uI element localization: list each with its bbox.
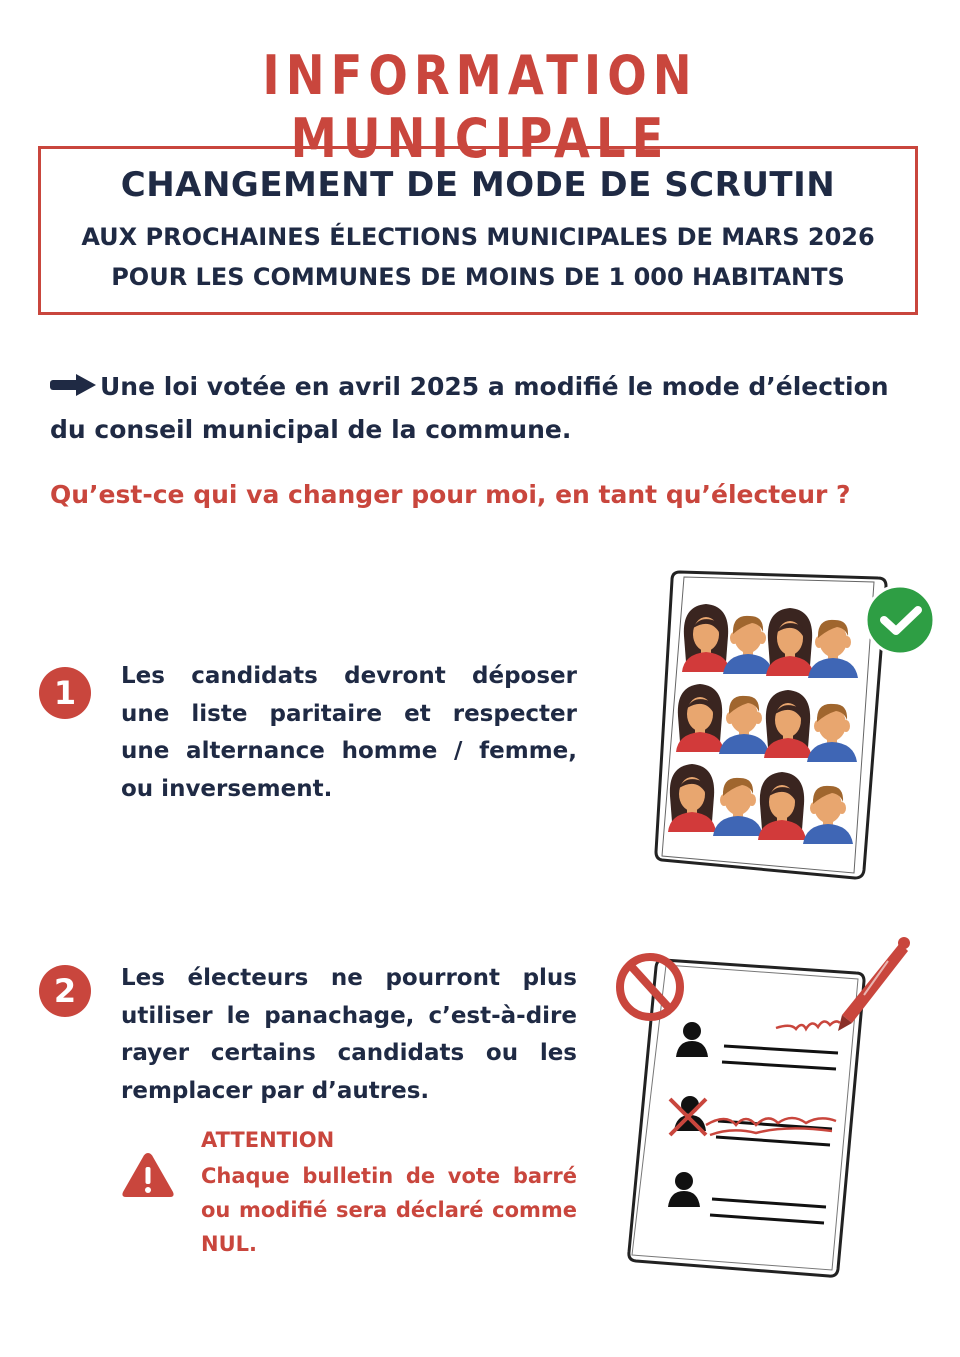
number-badge-1: 1 xyxy=(39,667,91,719)
headline-main: CHANGEMENT DE MODE DE SCRUTIN xyxy=(120,165,836,205)
female-candidate-icon xyxy=(764,690,812,758)
crossed-ballot-svg xyxy=(606,925,916,1285)
parity-list-ballot-illustration xyxy=(640,560,940,894)
female-candidate-icon xyxy=(676,684,724,752)
female-candidate-icon xyxy=(758,772,806,840)
point-2-text: Les électeurs ne pourront plus utiliser le panachage, c’est-à-dire rayer certains candidats ou les remplacer par d’autres. xyxy=(121,965,577,1104)
crossed-ballot-illustration xyxy=(606,925,916,1289)
headline-sub-line1: AUX PROCHAINES ÉLECTIONS MUNICIPALES DE MARS 2026 xyxy=(81,223,875,251)
female-candidate-icon xyxy=(682,604,730,672)
headline-sub xyxy=(41,217,915,297)
warning-icon xyxy=(120,1150,176,1204)
page-title: INFORMATION MUNICIPALE xyxy=(262,44,698,170)
female-candidate-icon xyxy=(766,608,814,676)
intro-paragraph xyxy=(50,366,930,451)
intro-text: Une loi votée en avril 2025 a modifié le mode d’élection du conseil municipal de la commune. xyxy=(50,372,889,444)
headline-sub-line2: POUR LES COMMUNES DE MOINS DE 1 000 HABITANTS xyxy=(111,263,845,291)
number-badge-2: 2 xyxy=(39,965,91,1017)
point-1-text: Les candidats devront déposer une liste paritaire et respecter une alternance homme / femme, ou inversement. xyxy=(121,663,577,802)
question-heading: Qu’est-ce qui va changer pour moi, en tant qu’électeur ? xyxy=(50,480,851,509)
parity-list-svg xyxy=(640,560,940,890)
arrow-right-icon xyxy=(50,367,96,409)
attention-title: ATTENTION xyxy=(201,1128,335,1152)
headline-box xyxy=(38,146,918,315)
check-icon xyxy=(866,586,934,654)
attention-text: Chaque bulletin de vote barré ou modifié sera déclaré comme NUL. xyxy=(201,1164,577,1256)
female-candidate-icon xyxy=(668,764,716,832)
